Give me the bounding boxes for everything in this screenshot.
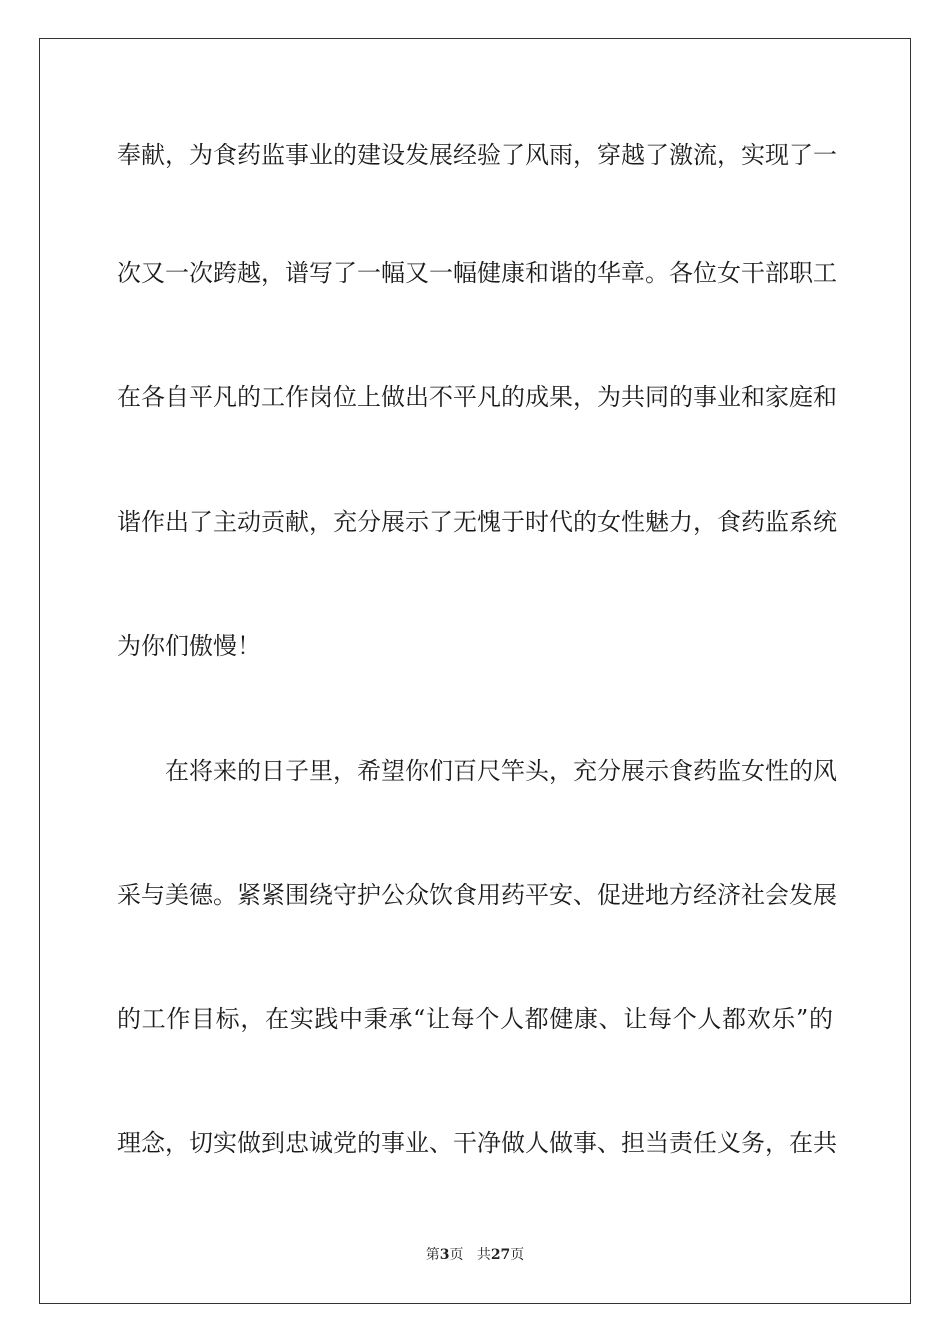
body-line-8: 的工作目标，在实践中秉承“让每个人都健康、让每个人都欢乐”的 [117, 1005, 833, 1033]
body-line-2: 次又一次跨越，谱写了一幅又一幅健康和谐的华章。各位女干部职工 [117, 259, 837, 287]
body-line-1: 奉献，为食药监事业的建设发展经验了风雨，穿越了激流，实现了一 [117, 141, 837, 169]
body-line-5: 为你们傲慢！ [117, 632, 261, 660]
body-line-7: 采与美德。紧紧围绕守护公众饮食用药平安、促进地方经济社会发展 [117, 881, 837, 909]
body-line-4: 谐作出了主动贡献，充分展示了无愧于时代的女性魅力，食药监系统 [117, 508, 837, 536]
page-border [39, 38, 911, 1304]
footer-page-suffix: 页 [449, 1247, 464, 1263]
footer-page-prefix: 第 [425, 1247, 440, 1263]
body-line-9: 理念，切实做到忠诚党的事业、干净做人做事、担当责任义务，在共 [117, 1129, 837, 1157]
footer-total-suffix: 页 [510, 1247, 525, 1263]
footer-page-number: 3 [439, 1247, 450, 1263]
footer-total-pages: 27 [490, 1247, 511, 1263]
body-line-3: 在各自平凡的工作岗位上做出不平凡的成果，为共同的事业和家庭和 [117, 383, 837, 411]
footer-total-prefix: 共 [476, 1247, 491, 1263]
body-line-6: 在将来的日子里，希望你们百尺竿头，充分展示食药监女性的风 [165, 757, 837, 785]
page-footer [0, 1246, 950, 1264]
